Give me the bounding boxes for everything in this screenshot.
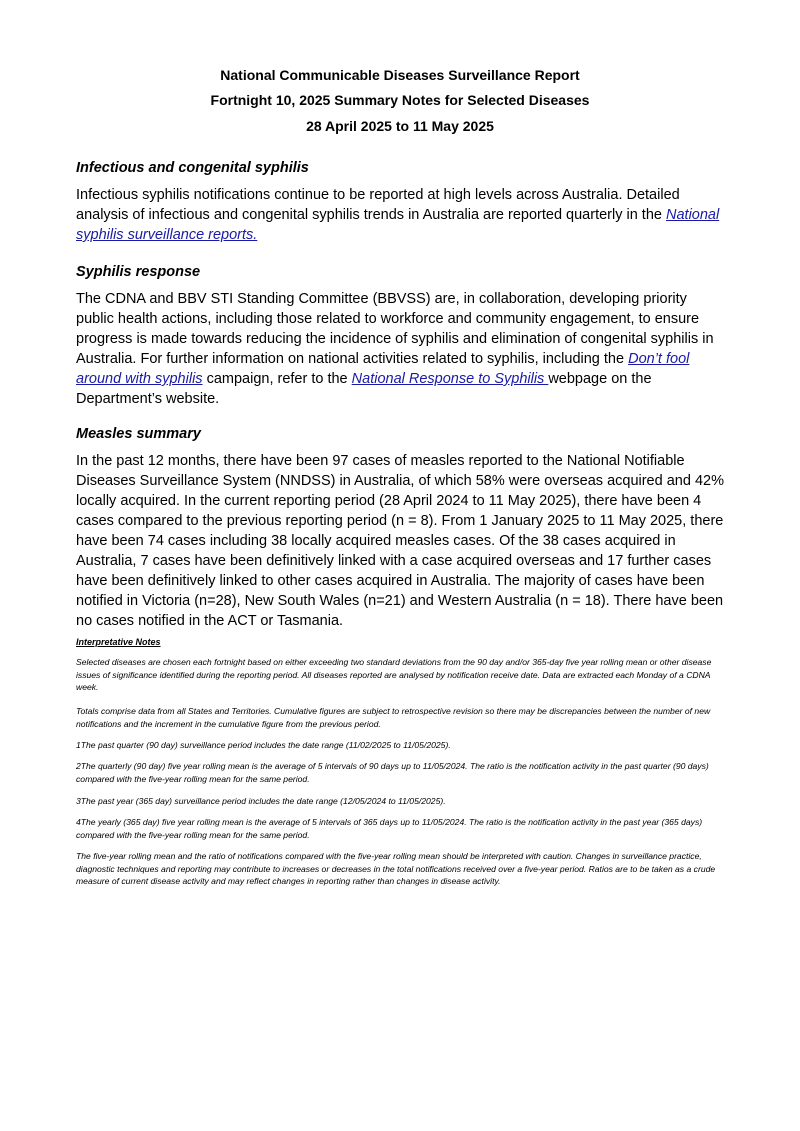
note-item: Selected diseases are chosen each fortnight based on either exceeding two standard deviations from the 90 day and/or 365-day five year rolling mean or other disease issues of significance identified during the reporting period. All diseases reported are analysed by notification receive date. Data are extracted each Monday of a CDNA week.	[76, 657, 712, 692]
syphilis-reports-link[interactable]: National syphilis surveillance reports.	[76, 207, 720, 243]
note-item: 3The past year (365 day) surveillance period includes the date range (12/05/2024 to 11/05/2025).	[76, 796, 446, 806]
note-item: 4The yearly (365 day) five year rolling mean is the average of 5 intervals of 365 days up to 11/05/2024. The ratio is the notification activity in the past year (365 days) compared with the five-year rolling mean for the same period.	[76, 817, 703, 840]
response-paragraph	[76, 289, 724, 409]
response-section-title: Syphilis response	[76, 264, 201, 280]
national-response-link[interactable]: National Response to Syphilis	[351, 371, 549, 387]
syphilis-section-title: Infectious and congenital syphilis	[76, 160, 309, 176]
syphilis-text: Infectious syphilis notifications continue to be reported at high levels across Australia. Detailed analysis of infectious and congenital syphilis trends in Australia are reported quarterly in the	[76, 187, 680, 223]
measles-paragraph: In the past 12 months, there have been 97 cases of measles reported to the National Notifiable Diseases Surveillance System (NNDSS) in Australia, of which 58% were overseas acquired and 42% locally acquired. In the current reporting period (28 April 2024 to 11 May 2025), there have been 4 cases compared to the previous reporting period (n = 8). From 1 January 2025 to 11 May 2025, there have been 74 cases including 38 locally acquired measles cases. Of the 38 cases acquired in Australia, 7 cases have been definitively linked with a case acquired overseas and 17 further cases have been definitively linked to other cases acquired in Australia. The majority of cases have been notified in Victoria (n=28), New South Wales (n=21) and Western Australia (n = 18). There have been no cases notified in the ACT or Tasmania.	[76, 453, 724, 629]
response-text-3: webpage on the Department’s website.	[76, 371, 652, 407]
note-item: 1The past quarter (90 day) surveillance period includes the date range (11/02/2025 to 11/05/2025).	[76, 740, 451, 750]
report-title: National Communicable Diseases Surveillance Report	[220, 67, 580, 83]
note-item: Totals comprise data from all States and Territories. Cumulative figures are subject to retrospective revision so there may be discrepancies between the number of new notifications and the increment in the cumulative figure from the previous period.	[76, 706, 711, 729]
response-text-2: campaign, refer to the	[202, 371, 352, 387]
dont-fool-around-link[interactable]: Don’t fool around with syphilis	[76, 351, 690, 387]
response-text-1: The CDNA and BBV STI Standing Committee (BBVSS) are, in collaboration, developing priority public health actions, including those related to workforce and community engagement, to ensure progress is made towards reducing the incidence of syphilis and elimination of congenital syphilis in Australia. For further information on national activities related to syphilis, including the	[76, 291, 714, 367]
syphilis-paragraph	[76, 185, 724, 245]
report-date-range: 28 April 2025 to 11 May 2025	[306, 118, 494, 134]
note-item: The five-year rolling mean and the ratio of notifications compared with the five-year rolling mean should be interpreted with caution. Changes in surveillance practice, diagnostic techniques and reporting may contribute to increases or decreases in the total notifications received over a five-year period. Ratios are to be taken as a crude measure of current disease activity and may reflect changes in reporting rather than changes in disease activity.	[76, 851, 716, 886]
report-subtitle: Fortnight 10, 2025 Summary Notes for Selected Diseases	[210, 92, 590, 108]
measles-section-title: Measles summary	[76, 426, 201, 442]
note-item: 2The quarterly (90 day) five year rolling mean is the average of 5 intervals of 90 days up to 11/05/2024. The ratio is the notification activity in the past quarter (90 days) compared with the five-year rolling mean for the same period.	[76, 761, 709, 784]
notes-title: Interpretative Notes	[76, 637, 161, 647]
